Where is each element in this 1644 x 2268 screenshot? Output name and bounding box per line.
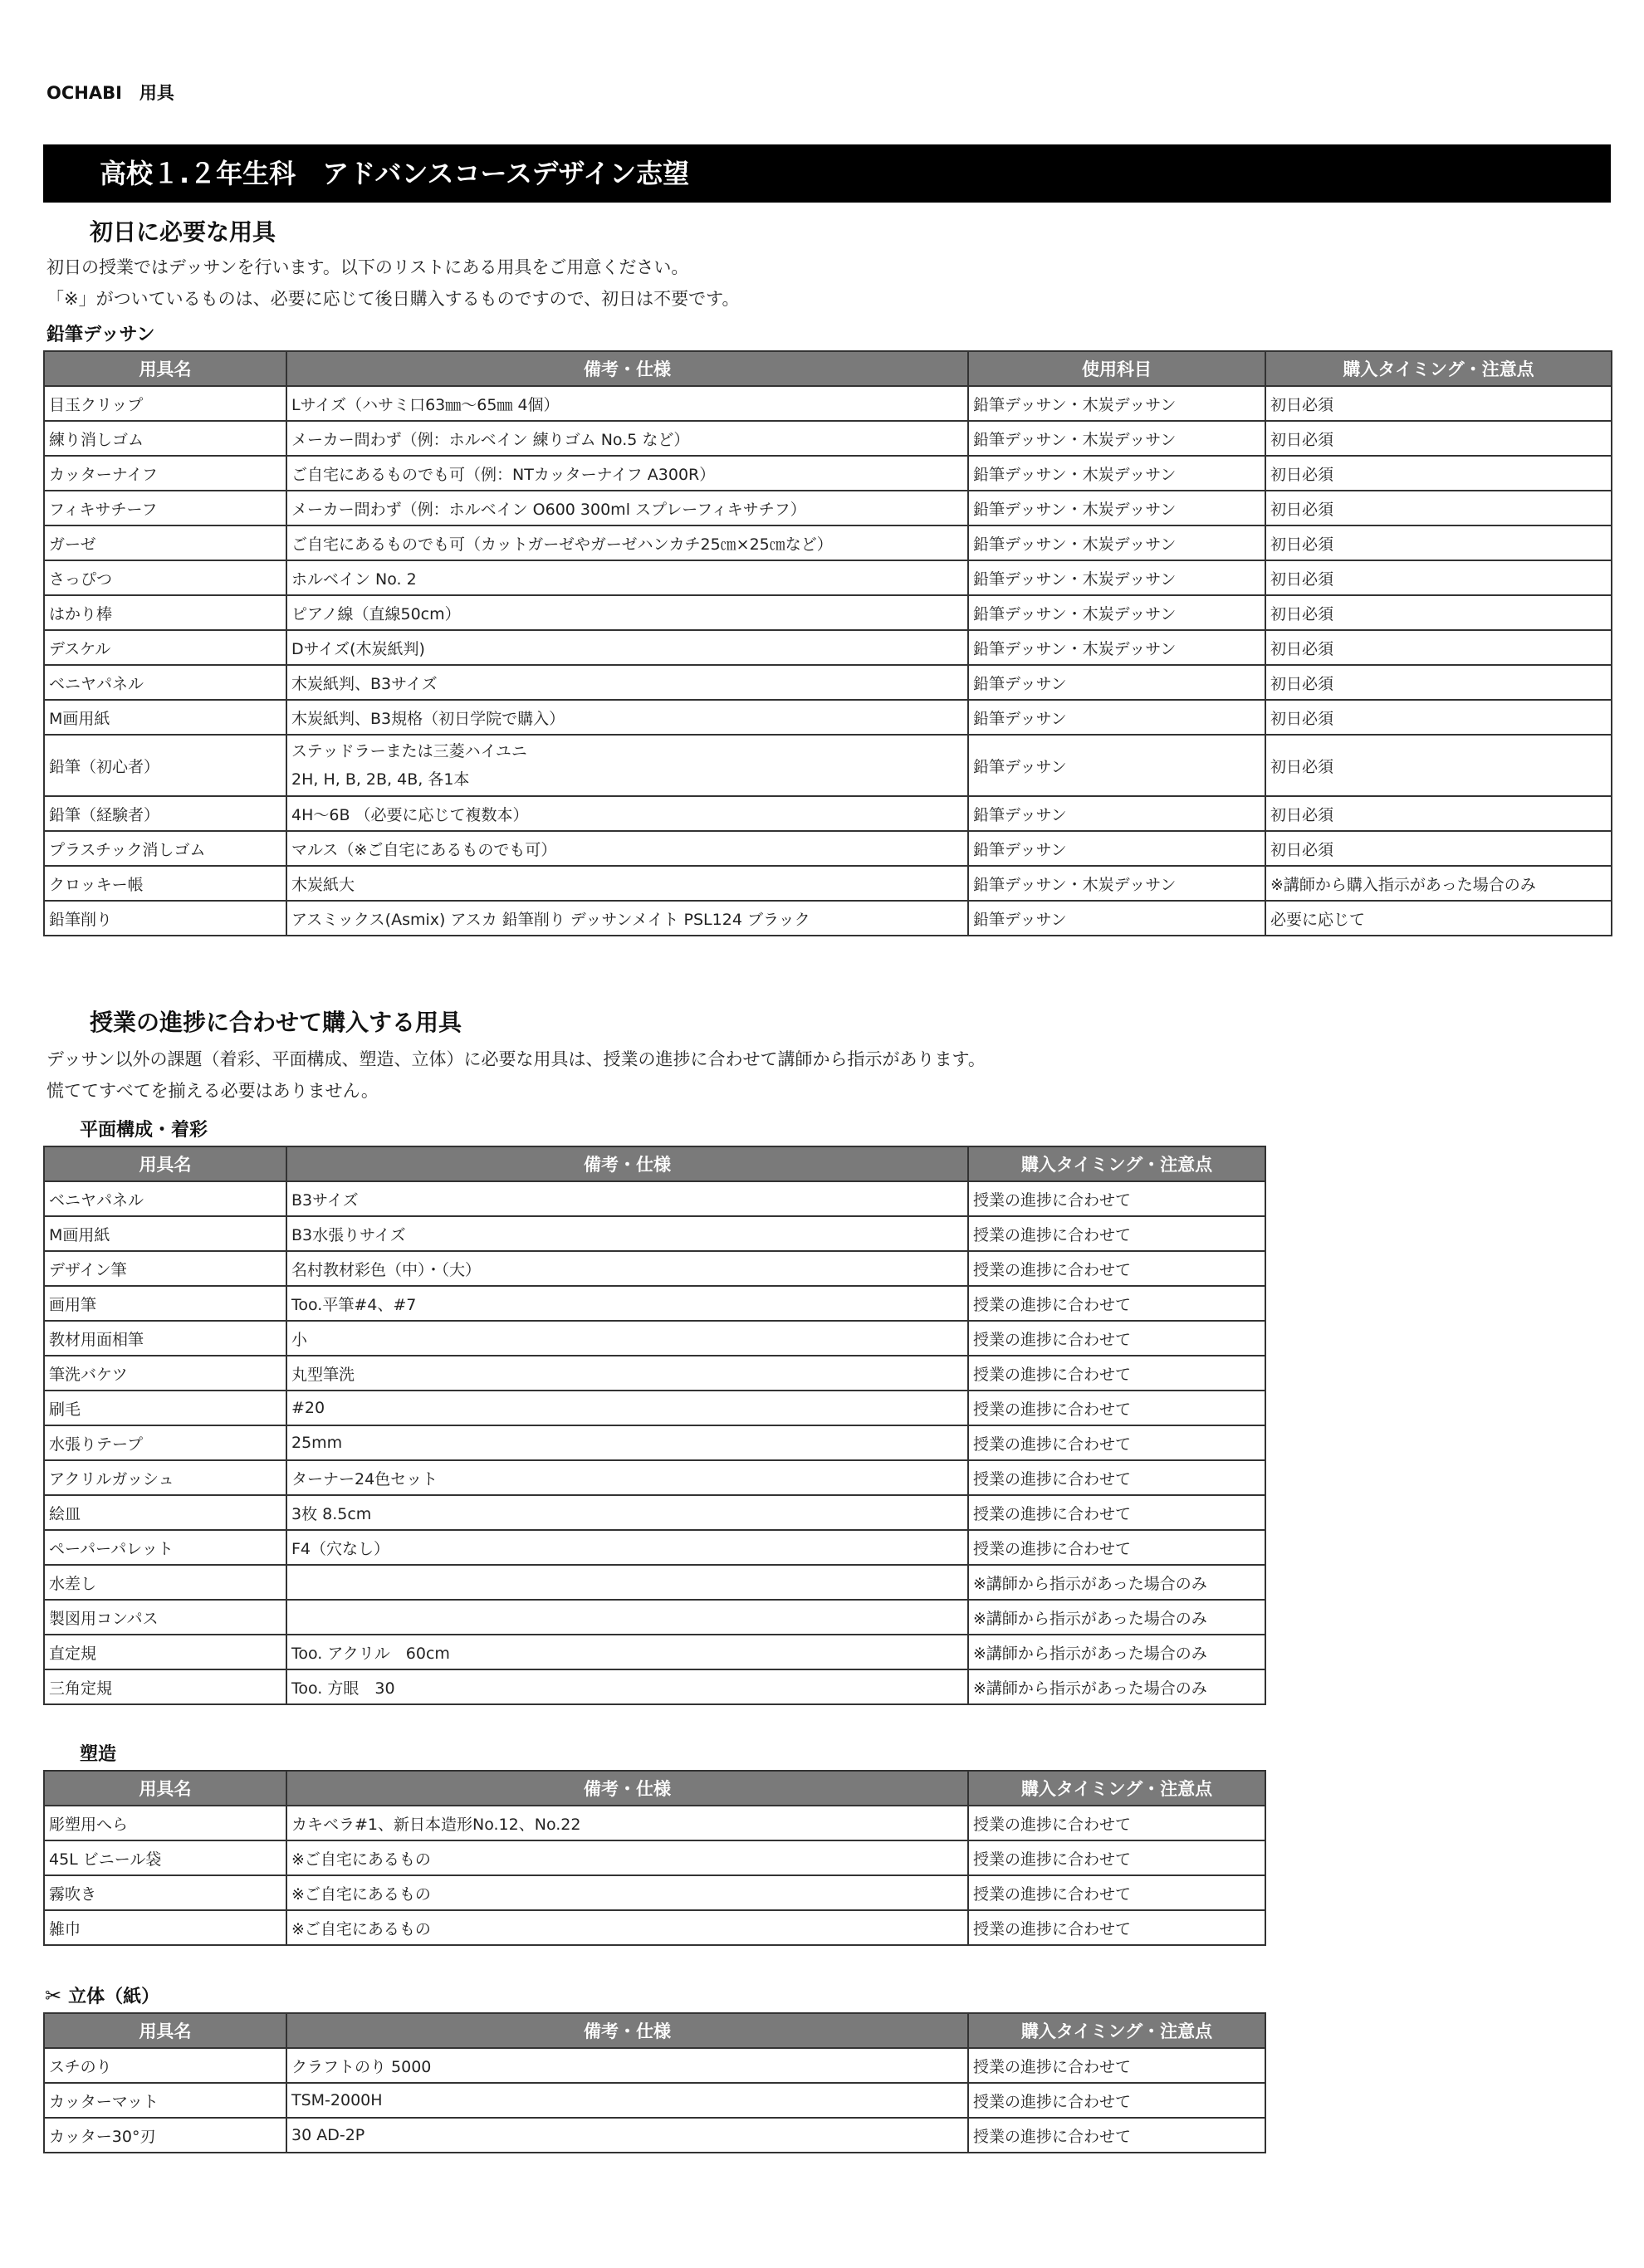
spec-cell — [286, 386, 968, 421]
timing-cell: 授業の進捗に合わせて — [968, 1840, 1265, 1875]
modeling-table — [43, 1770, 1266, 1946]
timing-cell: 授業の進捗に合わせて — [968, 1216, 1265, 1251]
subject-cell: 鉛筆デッサン・木炭デッサン — [968, 386, 1265, 421]
table-row — [44, 2118, 1265, 2153]
tool-name-cell: 雑巾 — [44, 1910, 286, 1945]
spec-cell — [286, 700, 968, 735]
tool-name-cell: 鉛筆削り — [44, 901, 286, 936]
timing-cell: 初日必須 — [1265, 525, 1612, 560]
column-header: 備考・仕様 — [286, 1771, 968, 1806]
tool-name-cell: 鉛筆（初心者） — [44, 735, 286, 796]
spec-cell — [286, 901, 968, 936]
spec-line: Dサイズ(木炭紙判) — [291, 639, 425, 658]
tool-name-cell: 筆洗バケツ — [44, 1356, 286, 1391]
timing-cell: 授業の進捗に合わせて — [968, 1530, 1265, 1565]
spec-line: 木炭紙判、B3規格（初日学院で購入） — [291, 709, 565, 728]
column-header: 用具名 — [44, 351, 286, 386]
spec-cell: ターナー24色セット — [286, 1460, 968, 1495]
column-header: 購入タイミング・注意点 — [968, 1146, 1265, 1181]
column-header: 備考・仕様 — [286, 2013, 968, 2048]
tool-name-cell: プラスチック消しゴム — [44, 831, 286, 866]
spec-cell: ※ご自宅にあるもの — [286, 1875, 968, 1910]
timing-cell: 初日必須 — [1265, 386, 1612, 421]
table-row — [44, 1391, 1265, 1425]
spec-line: ホルベイン No. 2 — [291, 569, 417, 589]
tool-name-cell: カッター30°刃 — [44, 2118, 286, 2153]
tool-name-cell: 水差し — [44, 1565, 286, 1600]
spec-cell — [286, 796, 968, 831]
table-row — [44, 525, 1612, 560]
timing-cell: ※講師から指示があった場合のみ — [968, 1635, 1265, 1669]
table-row — [44, 866, 1612, 901]
spec-line: ご自宅にあるものでも可（例：NTカッターナイフ A300R） — [291, 465, 716, 484]
timing-cell: 初日必須 — [1265, 421, 1612, 456]
timing-cell: 初日必須 — [1265, 456, 1612, 491]
flat-table-title: 平面構成・着彩 — [80, 1120, 208, 1141]
spec-cell: 3枚 8.5cm — [286, 1495, 968, 1530]
table-row — [44, 1669, 1265, 1704]
pencil-table-title: 鉛筆デッサン — [46, 325, 155, 345]
spec-cell — [286, 831, 968, 866]
tool-name-cell: 絵皿 — [44, 1495, 286, 1530]
table-row — [44, 2048, 1265, 2083]
column-header: 購入タイミング・注意点 — [968, 1771, 1265, 1806]
modeling-table-title: 塑造 — [80, 1744, 117, 1765]
table-row — [44, 665, 1612, 700]
timing-cell: 初日必須 — [1265, 735, 1612, 796]
subject-cell: 鉛筆デッサン・木炭デッサン — [968, 421, 1265, 456]
table-header-row — [44, 1771, 1265, 1806]
timing-cell: 授業の進捗に合わせて — [968, 1251, 1265, 1286]
spec-cell — [286, 1600, 968, 1635]
tool-name-cell: デスケル — [44, 630, 286, 665]
tool-name-cell: カッターナイフ — [44, 456, 286, 491]
scissors-icon: ✂ — [45, 1984, 62, 2007]
subject-cell: 鉛筆デッサン・木炭デッサン — [968, 630, 1265, 665]
timing-cell: 初日必須 — [1265, 700, 1612, 735]
table-row — [44, 1635, 1265, 1669]
tool-name-cell: 鉛筆（経験者） — [44, 796, 286, 831]
section2-intro-line1: デッサン以外の課題（着彩、平面構成、塑造、立体）に必要な用具は、授業の進捗に合わせて講師から指示があります。 — [46, 1049, 986, 1069]
timing-cell: ※講師から指示があった場合のみ — [968, 1600, 1265, 1635]
table-row — [44, 1425, 1265, 1460]
spec-line: ピアノ線（直線50cm） — [291, 604, 461, 623]
table-row — [44, 630, 1612, 665]
subject-cell: 鉛筆デッサン — [968, 796, 1265, 831]
tool-name-cell: 三角定規 — [44, 1669, 286, 1704]
timing-cell: ※講師から購入指示があった場合のみ — [1265, 866, 1612, 901]
subject-cell: 鉛筆デッサン・木炭デッサン — [968, 456, 1265, 491]
flat-composition-table — [43, 1146, 1266, 1705]
pencil-tools-table — [43, 350, 1612, 936]
spec-cell — [286, 866, 968, 901]
spec-cell — [286, 525, 968, 560]
table-header-row — [44, 2013, 1265, 2048]
table-header-row — [44, 351, 1612, 386]
table-row — [44, 831, 1612, 866]
tool-name-cell: さっぴつ — [44, 560, 286, 595]
tool-name-cell: 練り消しゴム — [44, 421, 286, 456]
table-row — [44, 1216, 1265, 1251]
subject-cell: 鉛筆デッサン・木炭デッサン — [968, 525, 1265, 560]
table-header-row — [44, 1146, 1265, 1181]
spec-line: 2H, H, B, 2B, 4B, 各1本 — [291, 770, 470, 789]
spec-cell: B3サイズ — [286, 1181, 968, 1216]
spec-cell: Too. アクリル 60cm — [286, 1635, 968, 1669]
column-header: 用具名 — [44, 2013, 286, 2048]
tool-name-cell: 彫塑用へら — [44, 1806, 286, 1840]
timing-cell: 授業の進捗に合わせて — [968, 2118, 1265, 2153]
subject-cell: 鉛筆デッサン — [968, 665, 1265, 700]
spec-cell — [286, 1565, 968, 1600]
section1-intro-line1: 初日の授業ではデッサンを行います。以下のリストにある用具をご用意ください。 — [46, 257, 689, 277]
section1-intro-line2: 「※」がついているものは、必要に応じて後日購入するものですので、初日は不要です。 — [46, 289, 740, 309]
table-row — [44, 1806, 1265, 1840]
subject-cell: 鉛筆デッサン・木炭デッサン — [968, 595, 1265, 630]
page-title-banner: 高校１.２年生科 アドバンスコースデザイン志望 — [43, 144, 1611, 203]
table-row — [44, 735, 1612, 796]
table-row — [44, 1840, 1265, 1875]
tool-name-cell: はかり棒 — [44, 595, 286, 630]
table-row — [44, 2083, 1265, 2118]
spec-cell — [286, 595, 968, 630]
timing-cell: 初日必須 — [1265, 665, 1612, 700]
tool-name-cell: クロッキー帳 — [44, 866, 286, 901]
table-row — [44, 1251, 1265, 1286]
tool-name-cell: 教材用面相筆 — [44, 1321, 286, 1356]
subject-cell: 鉛筆デッサン・木炭デッサン — [968, 866, 1265, 901]
table-row — [44, 796, 1612, 831]
spec-cell: Too. 方眼 30 — [286, 1669, 968, 1704]
table-row — [44, 1530, 1265, 1565]
timing-cell: 初日必須 — [1265, 560, 1612, 595]
timing-cell: 初日必須 — [1265, 630, 1612, 665]
spec-cell: F4（穴なし） — [286, 1530, 968, 1565]
paper-3d-table — [43, 2012, 1266, 2153]
spec-line: 4H〜6B （必要に応じて複数本） — [291, 805, 529, 824]
tool-name-cell: アクリルガッシュ — [44, 1460, 286, 1495]
spec-line: メーカー問わず（例：ホルベイン 練りゴム No.5 など） — [291, 430, 690, 449]
table-row — [44, 1286, 1265, 1321]
timing-cell: 必要に応じて — [1265, 901, 1612, 936]
tool-name-cell: 目玉クリップ — [44, 386, 286, 421]
table-row — [44, 1600, 1265, 1635]
tool-name-cell: 45L ビニール袋 — [44, 1840, 286, 1875]
timing-cell: 授業の進捗に合わせて — [968, 2083, 1265, 2118]
table-row — [44, 1321, 1265, 1356]
timing-cell: 授業の進捗に合わせて — [968, 1495, 1265, 1530]
paper-table-title-text: 立体（紙） — [68, 1987, 160, 2007]
tool-name-cell: フィキサチーフ — [44, 491, 286, 525]
table-row — [44, 901, 1612, 936]
column-header: 使用科目 — [968, 351, 1265, 386]
table-row — [44, 386, 1612, 421]
timing-cell: 授業の進捗に合わせて — [968, 1875, 1265, 1910]
spec-line: 木炭紙大 — [291, 875, 355, 894]
table-row — [44, 456, 1612, 491]
table-row — [44, 1460, 1265, 1495]
tool-name-cell: ガーゼ — [44, 525, 286, 560]
column-header: 備考・仕様 — [286, 1146, 968, 1181]
spec-line: Lサイズ（ハサミ口63㎜〜65㎜ 4個） — [291, 395, 560, 414]
spec-cell: #20 — [286, 1391, 968, 1425]
tool-name-cell: 製図用コンパス — [44, 1600, 286, 1635]
spec-line: メーカー問わず（例：ホルベイン O600 300ml スプレーフィキサチフ） — [291, 500, 806, 519]
spec-line: アスミックス(Asmix) アスカ 鉛筆削り デッサンメイト PSL124 ブラック — [291, 910, 810, 929]
spec-cell: クラフトのり 5000 — [286, 2048, 968, 2083]
timing-cell: 授業の進捗に合わせて — [968, 1425, 1265, 1460]
timing-cell: 授業の進捗に合わせて — [968, 1460, 1265, 1495]
spec-line: ステッドラーまたは三菱ハイユニ — [291, 742, 527, 760]
timing-cell: ※講師から指示があった場合のみ — [968, 1565, 1265, 1600]
timing-cell: 授業の進捗に合わせて — [968, 1391, 1265, 1425]
timing-cell: 授業の進捗に合わせて — [968, 1181, 1265, 1216]
spec-cell: カキベラ#1、新日本造形No.12、No.22 — [286, 1806, 968, 1840]
timing-cell: 初日必須 — [1265, 831, 1612, 866]
section1-title: 初日に必要な用具 — [90, 218, 276, 246]
table-row — [44, 1910, 1265, 1945]
subject-cell: 鉛筆デッサン — [968, 735, 1265, 796]
spec-line: ご自宅にあるものでも可（カットガーゼやガーゼハンカチ25㎝×25㎝など） — [291, 535, 833, 554]
spec-cell — [286, 630, 968, 665]
timing-cell: 初日必須 — [1265, 796, 1612, 831]
timing-cell: 授業の進捗に合わせて — [968, 1356, 1265, 1391]
spec-cell: B3水張りサイズ — [286, 1216, 968, 1251]
paper-table-title — [45, 1982, 159, 2008]
subject-cell: 鉛筆デッサン・木炭デッサン — [968, 491, 1265, 525]
table-row — [44, 595, 1612, 630]
tool-name-cell: M画用紙 — [44, 1216, 286, 1251]
column-header: 購入タイミング・注意点 — [1265, 351, 1612, 386]
table-row — [44, 1181, 1265, 1216]
timing-cell: 授業の進捗に合わせて — [968, 1910, 1265, 1945]
spec-cell: 30 AD-2P — [286, 2118, 968, 2153]
column-header: 購入タイミング・注意点 — [968, 2013, 1265, 2048]
brand-label: OCHABI 用具 — [46, 83, 174, 103]
subject-cell: 鉛筆デッサン・木炭デッサン — [968, 560, 1265, 595]
table-row — [44, 560, 1612, 595]
timing-cell: 授業の進捗に合わせて — [968, 1806, 1265, 1840]
table-row — [44, 1495, 1265, 1530]
spec-cell: 丸型筆洗 — [286, 1356, 968, 1391]
tool-name-cell: M画用紙 — [44, 700, 286, 735]
tool-name-cell: デザイン筆 — [44, 1251, 286, 1286]
timing-cell: 授業の進捗に合わせて — [968, 1286, 1265, 1321]
spec-cell: 小 — [286, 1321, 968, 1356]
subject-cell: 鉛筆デッサン — [968, 700, 1265, 735]
tool-name-cell: 水張りテープ — [44, 1425, 286, 1460]
spec-cell — [286, 456, 968, 491]
spec-cell: TSM-2000H — [286, 2083, 968, 2118]
spec-cell — [286, 421, 968, 456]
column-header: 用具名 — [44, 1771, 286, 1806]
timing-cell: 初日必須 — [1265, 491, 1612, 525]
tool-name-cell: カッターマット — [44, 2083, 286, 2118]
tool-name-cell: ペーパーパレット — [44, 1530, 286, 1565]
timing-cell: ※講師から指示があった場合のみ — [968, 1669, 1265, 1704]
timing-cell: 初日必須 — [1265, 595, 1612, 630]
subject-cell: 鉛筆デッサン — [968, 901, 1265, 936]
tool-name-cell: 霧吹き — [44, 1875, 286, 1910]
section2-intro-line2: 慌ててすべてを揃える必要はありません。 — [46, 1081, 379, 1101]
spec-cell — [286, 560, 968, 595]
tool-name-cell: ベニヤパネル — [44, 665, 286, 700]
spec-cell: 名村教材彩色（中）・（大） — [286, 1251, 968, 1286]
spec-cell: ※ご自宅にあるもの — [286, 1910, 968, 1945]
table-row — [44, 421, 1612, 456]
timing-cell: 授業の進捗に合わせて — [968, 2048, 1265, 2083]
tool-name-cell: 刷毛 — [44, 1391, 286, 1425]
tool-name-cell: ベニヤパネル — [44, 1181, 286, 1216]
tool-name-cell: 直定規 — [44, 1635, 286, 1669]
tool-name-cell: 画用筆 — [44, 1286, 286, 1321]
spec-cell: Too.平筆#4、#7 — [286, 1286, 968, 1321]
spec-line: マルス（※ご自宅にあるものでも可） — [291, 840, 557, 859]
spec-line: 木炭紙判、B3サイズ — [291, 674, 438, 693]
spec-cell: ※ご自宅にあるもの — [286, 1840, 968, 1875]
spec-cell — [286, 735, 968, 796]
subject-cell: 鉛筆デッサン — [968, 831, 1265, 866]
table-row — [44, 700, 1612, 735]
table-row — [44, 1875, 1265, 1910]
spec-cell — [286, 491, 968, 525]
column-header: 用具名 — [44, 1146, 286, 1181]
table-row — [44, 491, 1612, 525]
column-header: 備考・仕様 — [286, 351, 968, 386]
section2-title: 授業の進捗に合わせて購入する用具 — [90, 1009, 462, 1036]
tool-name-cell: スチのり — [44, 2048, 286, 2083]
spec-cell — [286, 665, 968, 700]
table-row — [44, 1356, 1265, 1391]
spec-cell: 25mm — [286, 1425, 968, 1460]
timing-cell: 授業の進捗に合わせて — [968, 1321, 1265, 1356]
table-row — [44, 1565, 1265, 1600]
